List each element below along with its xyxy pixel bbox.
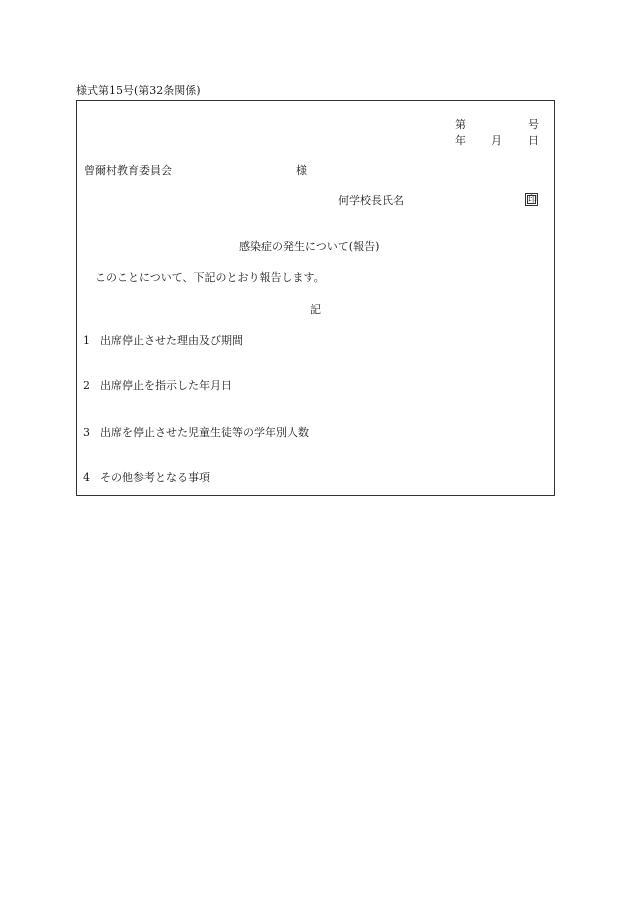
seal-stamp: [525, 193, 538, 206]
addressee-honorific: 様: [296, 164, 307, 177]
intro-text: このことについて、下記のとおり報告します。: [95, 271, 325, 284]
item-2-text: 出席停止を指示した年月日: [100, 379, 232, 392]
item-3-text: 出席を停止させた児童生徒等の学年別人数: [100, 426, 309, 439]
doc-number-prefix: 第: [455, 118, 466, 131]
date-year: 年: [455, 134, 466, 147]
seal-icon: 印: [528, 195, 538, 205]
item-1-text: 出席停止させた理由及び期間: [100, 334, 243, 347]
item-3-number: 3: [83, 426, 90, 439]
item-4-number: 4: [83, 471, 90, 484]
item-1-number: 1: [83, 334, 90, 347]
sender-label: 何学校長氏名: [338, 194, 404, 207]
item-4-text: その他参考となる事項: [100, 471, 210, 484]
date-month: 月: [491, 134, 502, 147]
doc-number-suffix: 号: [528, 118, 539, 131]
date-day: 日: [528, 134, 539, 147]
ki-heading: 記: [310, 303, 321, 316]
addressee-name: 曾爾村教育委員会: [84, 164, 172, 177]
item-2-number: 2: [83, 379, 90, 392]
form-number-label: 様式第15号(第32条関係): [76, 84, 201, 97]
document-title: 感染症の発生について(報告): [239, 240, 380, 253]
